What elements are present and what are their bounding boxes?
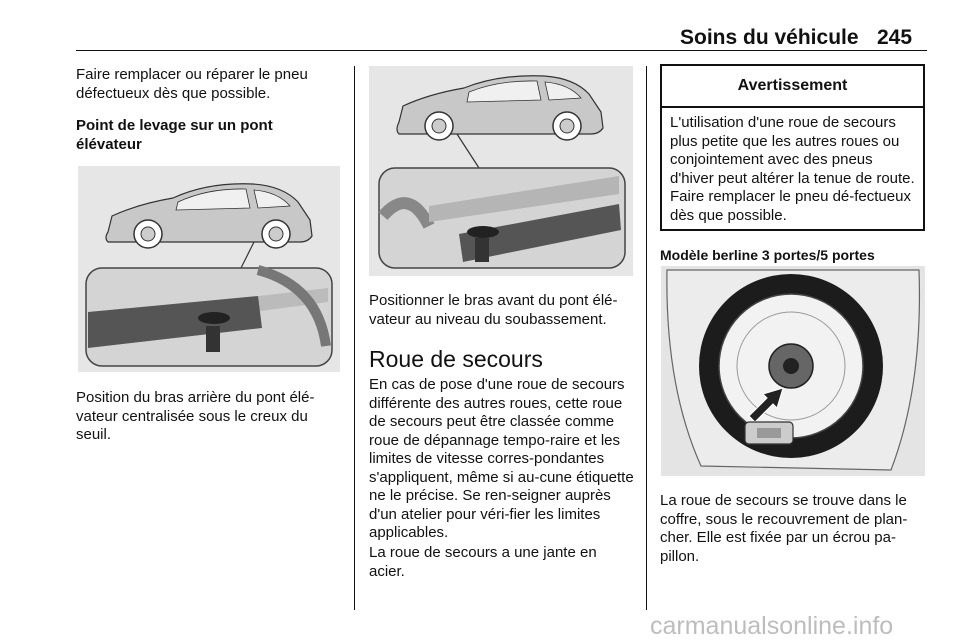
spare-wheel-paragraph-2: La roue de secours a une jante en acier. bbox=[369, 544, 597, 580]
figure-rear-lift-arm bbox=[78, 166, 340, 372]
warning-text: L'utilisation d'une roue de secours plus petite que les autres roues ou conjointement avec des pneus d'hiver peut altérer la tenue de route. Faire remplacer le pneu dé-fectueux dès que possible. bbox=[670, 114, 915, 224]
warning-title: Avertissement bbox=[662, 66, 923, 108]
section-title-spare-wheel: Roue de secours bbox=[369, 346, 543, 372]
watermark: carmanualsonline.info bbox=[650, 612, 894, 640]
spare-wheel-paragraph-1: En cas de pose d'une roue de secours différente des autres roues, cette roue de secours peut être classée comme roue de dépannage tempo-raire et les limites de vitesse corres-pondantes s'appliquent, même si au-cune étiquette ne le précise. Se ren-seigner auprès d'un atelier pour véri-fier les limites applicables. bbox=[369, 376, 634, 541]
caption-front-lift-arm: Positionner le bras avant du pont élé-vateur au niveau du soubassement. bbox=[369, 292, 618, 328]
warning-box bbox=[660, 64, 925, 231]
running-header-title: Soins du véhicule bbox=[680, 26, 859, 49]
caption-rear-lift-arm: Position du bras arrière du pont élé-vateur centralisée sous le creux du seuil. bbox=[76, 389, 315, 443]
figure-spare-wheel-trunk bbox=[661, 266, 925, 476]
column-divider-2 bbox=[646, 66, 647, 610]
column-divider-1 bbox=[354, 66, 355, 610]
intro-paragraph: Faire remplacer ou réparer le pneu défectueux dès que possible. bbox=[76, 66, 308, 102]
page-number: 245 bbox=[877, 26, 913, 49]
figure-front-lift-arm bbox=[369, 66, 633, 276]
subheading-model: Modèle berline 3 portes/5 portes bbox=[660, 247, 875, 263]
caption-spare-wheel-location: La roue de secours se trouve dans le coffre, sous le recouvrement de plan-cher. Elle est fixée par un écrou pa-pillon. bbox=[660, 492, 908, 565]
subheading-lift-point: Point de levage sur un pont élévateur bbox=[76, 117, 273, 153]
header-rule bbox=[76, 50, 927, 51]
